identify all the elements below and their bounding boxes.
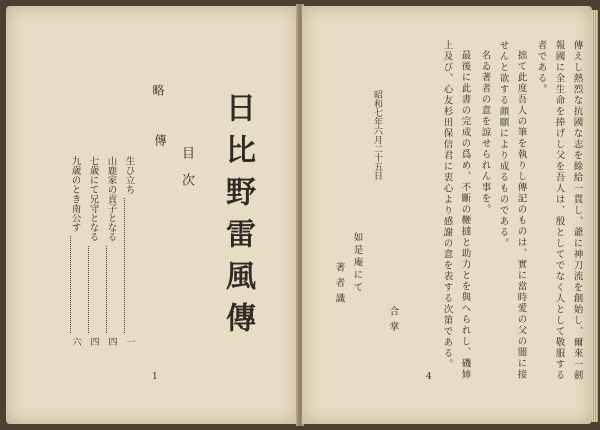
page-edges bbox=[592, 10, 598, 422]
book-title: 日比野雷風傳 bbox=[220, 92, 255, 344]
toc-entry-page: 一 bbox=[124, 337, 135, 346]
toc-entry bbox=[124, 156, 134, 346]
toc-entry-page: 四 bbox=[88, 337, 99, 346]
body-line: せんと欲する顔願により成るものである。 bbox=[497, 40, 509, 249]
toc-entry-page: 四 bbox=[106, 337, 117, 346]
body-line: 傳えし熱烈な抗國な志を餘給一貫し、爺に神刀流を創始し、爾來一劍 bbox=[571, 40, 583, 381]
toc-entry-label: 山鹿家の貢子となる bbox=[105, 156, 117, 242]
body-line: 名ゐ著者の意を諒せられん事を。 bbox=[479, 50, 491, 215]
gassho-text: 合掌 bbox=[387, 306, 399, 337]
signature-author: 著者識 bbox=[333, 262, 345, 309]
toc-leader-dots bbox=[88, 246, 98, 334]
preface-date: 昭和七年六月二十五日 bbox=[372, 90, 382, 180]
toc-entry-page: 六 bbox=[70, 337, 81, 346]
right-page bbox=[302, 6, 592, 424]
body-line: 最後に此書の完成の爲め、不斷の鞭撻と助力とを與へられし、磯姉 bbox=[459, 50, 471, 380]
section-heading-a: 略 bbox=[151, 84, 165, 110]
toc-entry bbox=[106, 156, 116, 346]
toc-heading: 目次 bbox=[179, 146, 194, 200]
body-line: 上及び、心友杉田保信君に衷心より感謝の意を表する次第である。 bbox=[441, 40, 453, 370]
toc-entry-label: 生ひ立ち bbox=[123, 156, 135, 194]
toc-entry-label: 九歳のとき南公す bbox=[69, 156, 81, 232]
toc-leader-dots bbox=[106, 246, 116, 334]
toc-entry bbox=[70, 156, 80, 346]
left-page-number: 1 bbox=[152, 372, 158, 382]
body-line: 拙て此度吾人の筆を執りし傳記のものは、實に當時愛の父の闇に接 bbox=[515, 50, 527, 380]
toc-leader-dots bbox=[124, 198, 134, 333]
right-page-number: 4 bbox=[426, 372, 432, 382]
body-line: 者である。 bbox=[535, 40, 547, 95]
signature-place: 如是庵にて bbox=[351, 232, 363, 295]
body-line: 報國に全生命を捧げし父を吾人は、殷としてでなく人として敬服する bbox=[553, 40, 565, 381]
toc-entry-label: 七歳にて兄守となる bbox=[87, 156, 99, 242]
section-heading-b: 傳 bbox=[153, 134, 167, 146]
toc-leader-dots bbox=[70, 236, 80, 333]
toc-entry bbox=[88, 156, 98, 346]
left-page bbox=[6, 6, 298, 424]
